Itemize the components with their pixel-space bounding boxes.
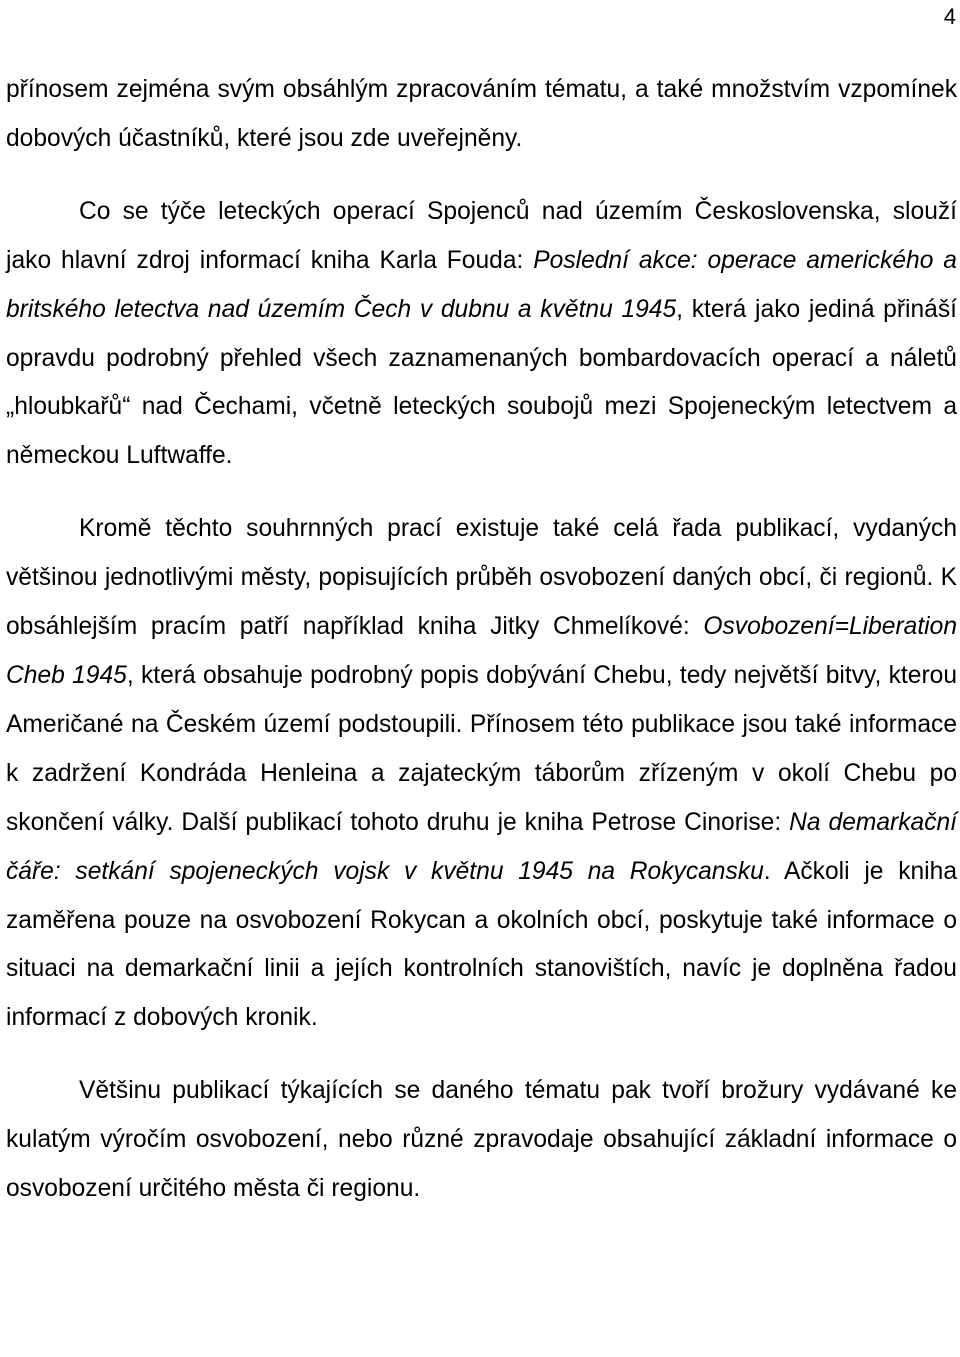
text-segment: přínosem zejména svým obsáhlým zpracováním tématu, a také množstvím vzpomínek dobových účastníků, které jsou zde uveřejněny. (6, 76, 957, 152)
paragraph-3 (6, 505, 957, 1043)
page-number: 4 (943, 4, 956, 29)
text-segment: . Ačkoli je kniha zaměřena pouze na osvobození Rokycan a okolních obcí, poskytuje také informace o situaci na demarkační linii a jejích kontrolních stanovištích, navíc je doplněna řadou informací z dobových kronik. (6, 857, 957, 1032)
text-segment: , která obsahuje podrobný popis dobývání Chebu, tedy největší bitvy, kterou Američané na Českém území podstoupili. Přínosem této publikace jsou také informace k zadržení Kondráda Henleina a zajateckým táborům zřízeným v okolí Chebu po skončení války. Další publikací tohoto druhu je kniha Petrose Cinorise: (6, 661, 957, 836)
paragraph-4 (6, 1067, 957, 1214)
book-title-osvobozeni-cheb: Osvobození=Liberation Cheb 1945 (6, 613, 957, 689)
book-title-na-demarkacni-care: Na demarkační čáře: setkání spojeneckých vojsk v květnu 1945 na Rokycansku (6, 808, 958, 885)
text-segment: Většinu publikací týkajících se daného tématu pak tvoří brožury vydávané ke kulatým výročím osvobození, nebo různé zpravodaje obsahující základní informace o osvobození určitého města či regionu. (6, 1077, 957, 1203)
text-segment: Co se týče leteckých operací Spojenců nad územím Československa, slouží jako hlavní zdroj informací kniha Karla Fouda: (6, 197, 957, 274)
text-segment: Kromě těchto souhrnných prací existuje také celá řada publikací, vydaných většinou jednotlivými městy, popisujících průběh osvobození daných obcí, či regionů. K obsáhlejším pracím patří například kniha Jitky Chmelíkové: (6, 515, 957, 641)
paragraph-1 (6, 66, 957, 164)
text-segment: , která jako jediná přináší opravdu podrobný přehled všech zaznamenaných bombardovacích operací a náletů „hloubkařů“ nad Čechami, včetně leteckých soubojů mezi Spojeneckým letectvem a německou Luftwaffe. (6, 295, 957, 470)
book-title-posledni-akce: Poslední akce: operace amerického a britského letectva nad územím Čech v dubnu a květnu 1945 (6, 246, 957, 323)
paragraph-2 (6, 188, 957, 481)
body-text (6, 66, 957, 1214)
